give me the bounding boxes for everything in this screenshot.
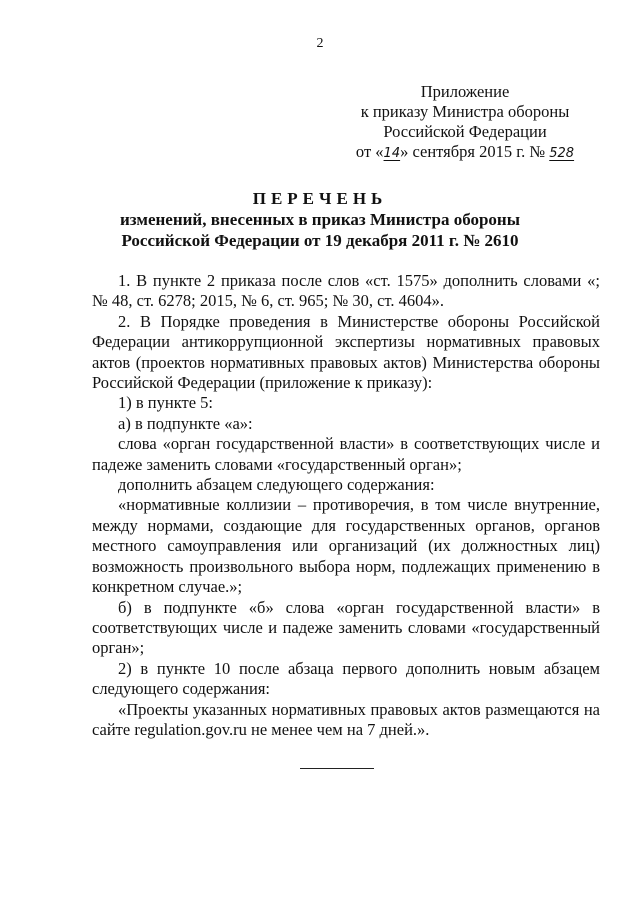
title-main: ПЕРЕЧЕНЬ — [252, 189, 388, 208]
order-number: 528 — [549, 146, 575, 161]
date-middle: » сентября 2015 г. № — [400, 142, 546, 161]
appendix-header — [330, 82, 600, 164]
closing-rule — [300, 768, 374, 769]
appendix-date-line — [330, 142, 600, 164]
paragraph-10: «Проекты указанных нормативных правовых актов размещаются на сайте regulation.gov.ru не менее чем на 7 дней.». — [92, 699, 600, 739]
paragraph-4: а) в подпункте «а»: — [118, 413, 253, 433]
paragraph-5: слова «орган государственной власти» в соответствующих числе и падеже заменить словами «государственный орган»; — [92, 434, 600, 474]
date-day: 14 — [383, 146, 401, 161]
paragraph-6: дополнить абзацем следующего содержания: — [118, 475, 435, 495]
paragraph-3: 1) в пункте 5: — [118, 393, 213, 413]
appendix-label: Приложение — [420, 82, 510, 101]
paragraph-9: 2) в пункте 10 после абзаца первого дополнить новым абзацем следующего содержания: — [92, 658, 600, 699]
date-prefix: от « — [355, 142, 384, 161]
page-number: 2 — [316, 36, 324, 51]
paragraph-8: б) в подпункте «б» слова «орган государственной власти» в соответствующих числе и падеже заменить словами «государственный орган»; — [92, 597, 600, 658]
paragraph-2: 2. В Порядке проведения в Министерстве обороны Российской Федерации антикоррупционной экспертизы нормативных правовых актов (проектов нормативных правовых актов) Министерства обороны Российской Федерации (приложение к приказу): — [92, 311, 600, 393]
paragraph-7: «нормативные коллизии – противоречия, в том числе внутренние, между нормами, создающие для государственных органов, органов местного самоуправления или организаций (их должностных лиц) возможность произвольного выбора норм, подлежащих применению в конкретном случае.»; — [92, 495, 600, 597]
title-sub-1: изменений, внесенных в приказ Министра обороны — [119, 210, 520, 229]
document-body — [92, 271, 600, 740]
paragraph-1: 1. В пункте 2 приказа после слов «ст. 1575» дополнить словами «; № 48, ст. 6278; 2015, № 6, ст. 965; № 30, ст. 4604». — [92, 271, 600, 311]
appendix-country: Российской Федерации — [383, 122, 547, 141]
appendix-order-ref: к приказу Министра обороны — [360, 102, 570, 121]
title-sub-2: Российской Федерации от 19 декабря 2011 г. № 2610 — [121, 231, 519, 250]
document-title — [0, 188, 640, 251]
